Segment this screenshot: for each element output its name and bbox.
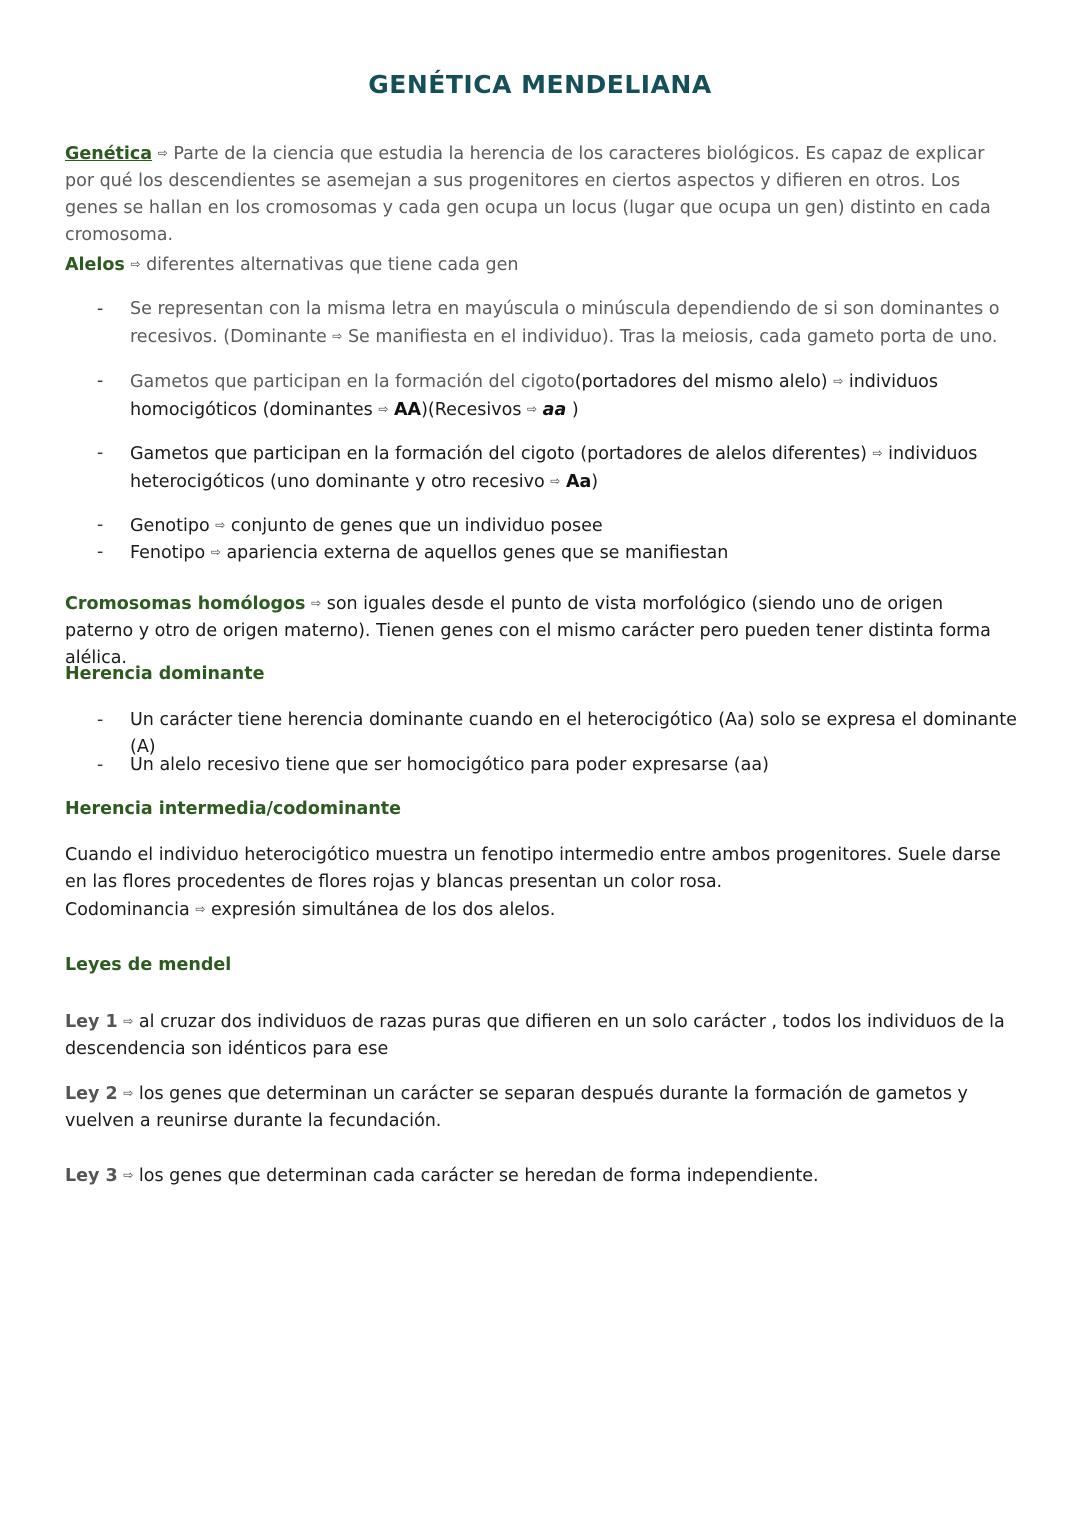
arrow-icon: ⇨: [311, 596, 322, 610]
list-item-text: apariencia externa de aquellos genes que se manifiestan: [226, 543, 729, 563]
page-title: GENÉTICA MENDELIANA: [368, 70, 712, 99]
ley-text: los genes que determinan un carácter se separan después durante la formación de gametos y vuelven a reunirse durante la fecundación.: [65, 1084, 968, 1131]
arrow-icon: ⇨: [195, 902, 206, 916]
list-dash: -: [97, 299, 104, 319]
list-item-text: Se manifiesta en el individuo). Tras la meiosis, cada gameto porta de uno.: [347, 327, 998, 347]
arrow-icon: ⇨: [130, 257, 141, 271]
intermedia-description: Cuando el individuo heterocigótico muestra un fenotipo intermedio entre ambos progenitores. Suele darse en las flores procedentes de flores rojas y blancas presentan un color rosa.: [65, 845, 1001, 892]
section-heading-dominante: Herencia dominante: [65, 664, 265, 684]
arrow-icon: ⇨: [210, 545, 221, 559]
list-item-text: conjunto de genes que un individuo posee: [230, 516, 603, 536]
arrow-icon: ⇨: [123, 1168, 134, 1182]
intermedia-text: [65, 842, 1015, 924]
list-item: [130, 512, 1020, 540]
genetica-text: Parte de la ciencia que estudia la herencia de los caracteres biológicos. Es capaz de explicar por qué los descendientes se asemejan a sus progenitores en ciertos aspectos y difieren en otros. Los genes se hallan en los cromosomas y cada gen ocupa un locus (lugar que ocupa un gen) distinto en cada cromosoma.: [65, 144, 991, 245]
list-dash: -: [97, 710, 104, 730]
list-item-text: individuos heterocigóticos (uno dominante y otro recesivo: [130, 444, 978, 492]
arrow-icon: ⇨: [332, 329, 343, 343]
ley-label: Ley 1: [65, 1012, 118, 1032]
arrow-icon: ⇨: [872, 446, 883, 460]
genotipo-term: Genotipo: [130, 516, 210, 536]
alelos-text: diferentes alternativas que tiene cada gen: [146, 255, 519, 275]
arrow-icon: ⇨: [123, 1014, 134, 1028]
ley-2: [65, 1080, 1015, 1135]
list-dash: -: [97, 371, 104, 391]
list-item: [130, 296, 1020, 351]
list-item: [130, 440, 1020, 496]
fenotipo-term: Fenotipo: [130, 543, 206, 563]
section-heading-leyes: Leyes de mendel: [65, 955, 232, 975]
arrow-icon: ⇨: [378, 402, 389, 416]
ley-text: los genes que determinan cada carácter se heredan de forma independiente.: [138, 1166, 819, 1186]
list-item-text: Gametos que participan en la formación del cigoto (portadores de alelos diferentes): [130, 444, 867, 464]
arrow-icon: ⇨: [833, 374, 844, 388]
genotype-Aa: Aa: [565, 472, 592, 492]
list-dash: -: [97, 443, 104, 463]
arrow-icon: ⇨: [157, 146, 168, 160]
ley-3: [65, 1162, 1015, 1190]
genetica-term: Genética: [65, 144, 153, 164]
list-item-text: )(Recesivos: [421, 400, 522, 420]
arrow-icon: ⇨: [123, 1086, 134, 1100]
list-item: [130, 539, 1020, 567]
codominancia-text: expresión simultánea de los dos alelos.: [210, 900, 556, 920]
ley-1: [65, 1008, 1015, 1063]
genetica-definition: [65, 140, 1015, 249]
list-item: Un carácter tiene herencia dominante cuando en el heterocigótico (Aa) solo se expresa el dominante (A): [130, 710, 1017, 757]
list-item-text: ): [571, 400, 579, 420]
homologos-term: Cromosomas homólogos: [65, 594, 306, 614]
ley-label: Ley 3: [65, 1166, 118, 1186]
section-heading-intermedia: Herencia intermedia/codominante: [65, 799, 402, 819]
list-item: Un alelo recesivo tiene que ser homocigótico para poder expresarse (aa): [130, 755, 769, 775]
genotype-aa: aa: [542, 400, 567, 420]
list-item: [130, 368, 1020, 424]
list-item-text: ): [591, 472, 599, 492]
ley-label: Ley 2: [65, 1084, 118, 1104]
arrow-icon: ⇨: [215, 518, 226, 532]
list-item-text: (portadores del mismo alelo): [574, 372, 828, 392]
list-dash: -: [97, 755, 104, 775]
arrow-icon: ⇨: [527, 402, 538, 416]
homologos-text: son iguales desde el punto de vista morfológico (siendo uno de origen paterno y otro de origen materno). Tienen genes con el mismo carácter pero pueden tener distinta forma alélica.: [65, 594, 991, 668]
list-item-text: individuos homocigóticos (dominantes: [130, 372, 938, 420]
alelos-definition: [65, 251, 1015, 279]
list-item-text: Se representan con la misma letra en mayúscula o minúscula dependiendo de si son dominantes o recesivos. (Dominante: [130, 299, 1000, 347]
codominancia-term: Codominancia: [65, 900, 190, 920]
list-item-text: Gametos que participan en la formación del cigoto: [130, 372, 575, 392]
ley-text: al cruzar dos individuos de razas puras que difieren en un solo carácter , todos los individuos de la descendencia son idénticos para ese: [65, 1012, 1005, 1059]
alelos-term: Alelos: [65, 255, 125, 275]
arrow-icon: ⇨: [550, 474, 561, 488]
genotype-AA: AA: [394, 400, 422, 420]
list-dash: -: [97, 515, 104, 535]
list-dash: -: [97, 542, 104, 562]
homologos-definition: [65, 590, 1015, 672]
